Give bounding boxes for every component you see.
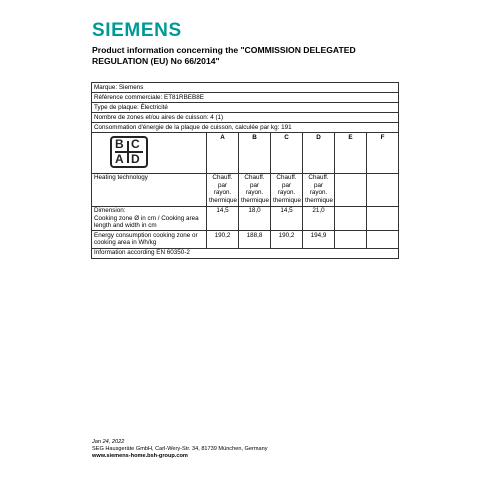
standard-info-row: Information according EN 60350-2 [92,248,399,258]
table-row [92,93,399,103]
footer-date: Jan 24, 2022 [92,439,125,445]
energy-value-f [367,231,399,248]
product-info-table [91,82,399,259]
column-header-a: A [207,133,239,174]
dimension-value-b: 18,0 [239,206,271,231]
table-row [92,83,399,93]
zone-label-c: C [131,137,140,151]
table-row [92,231,399,248]
hob-type-row: Type de plaque: Électricité [92,103,399,113]
energy-value-d: 194,9 [303,231,335,248]
dimension-value-a: 14,5 [207,206,239,231]
energy-value-a: 190,2 [207,231,239,248]
heating-value-d: Chauff. par rayon. thermique [303,173,335,206]
dimension-label: Dimension: Cooking zone Ø in cm / Cooking area length and width in cm [92,206,207,231]
heating-technology-label: Heating technology [92,173,207,206]
energy-value-b: 188,8 [239,231,271,248]
brand-row: Marque: Siemens [92,83,399,93]
footer-website: www.siemens-home.bsh-group.com [92,453,188,460]
table-row [92,173,399,206]
dimension-value-c: 14,5 [271,206,303,231]
table-row [92,206,399,231]
footer-address: SEG Hausgeräte GmbH, Carl-Wery-Str. 34, 81739 München, Germany [92,446,268,453]
energy-value-e [335,231,367,248]
column-header-e: E [335,133,367,174]
energy-value-c: 190,2 [271,231,303,248]
dimension-value-f [367,206,399,231]
zones-count-row: Nombre de zones et/ou aires de cuisson: 4 (1) [92,113,399,123]
cooking-zones-diagram-icon [110,136,148,168]
table-row [92,133,399,174]
zone-label-a: A [115,152,124,166]
page-footer [92,439,268,461]
zone-diagram-cell [92,133,207,174]
heating-value-f [367,173,399,206]
dimension-value-d: 21,0 [303,206,335,231]
siemens-logo: SIEMENS [92,20,182,41]
dimension-value-e [335,206,367,231]
heating-value-a: Chauff. par rayon. thermique [207,173,239,206]
energy-consumption-label: Energy consumption cooking zone or cooking area in Wh/kg [92,231,207,248]
heating-value-b: Chauff. par rayon. thermique [239,173,271,206]
column-header-d: D [303,133,335,174]
column-header-f: F [367,133,399,174]
heating-value-c: Chauff. par rayon. thermique [271,173,303,206]
table-row [92,113,399,123]
column-header-b: B [239,133,271,174]
energy-consumption-row: Consommation d'énergie de la plaque de cuisson, calculée par kg: 191 [92,123,399,133]
column-header-c: C [271,133,303,174]
page-title: Product information concerning the "COMMISSION DELEGATED REGULATION (EU) No 66/2014" [92,45,356,66]
zone-label-b: B [115,137,124,151]
zone-label-d: D [131,152,140,166]
reference-row: Référence commerciale: ET81RBEB8E [92,93,399,103]
table-row [92,123,399,133]
heating-value-e [335,173,367,206]
table-row [92,248,399,258]
table-row [92,103,399,113]
